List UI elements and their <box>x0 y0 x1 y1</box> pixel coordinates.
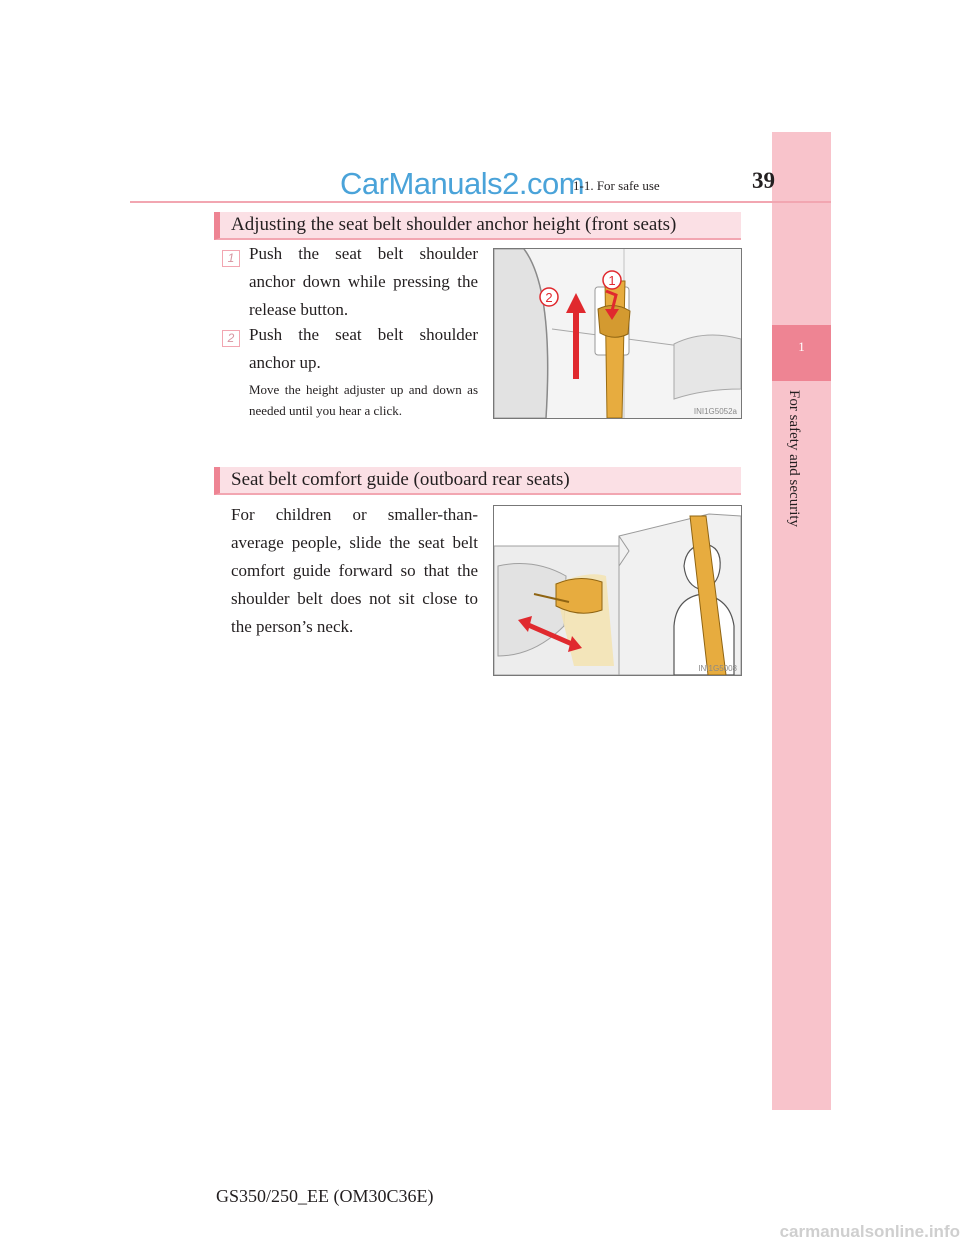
step-number-2: 2 <box>222 330 240 347</box>
chapter-title: For safety and security <box>786 390 802 528</box>
shoulder-anchor-illustration <box>494 249 741 418</box>
callout-1: 1 <box>608 273 616 288</box>
footer-model-code: GS350/250_EE (OM30C36E) <box>216 1186 434 1206</box>
callout-2: 2 <box>545 290 553 305</box>
figure-comfort-guide <box>493 505 742 676</box>
comfort-guide-illustration <box>494 506 741 675</box>
note-text: Move the height adjuster up and down as needed until you hear a click. <box>249 382 478 418</box>
section-heading-text: Adjusting the seat belt shoulder anchor height (front seats) <box>231 214 677 235</box>
section-title: 1-1. For safe use <box>573 178 660 193</box>
step-number-1: 1 <box>222 250 240 267</box>
section-heading-text: Seat belt comfort guide (outboard rear seats) <box>231 469 570 490</box>
site-watermark: carmanualsonline.info <box>779 1222 960 1241</box>
step-text-1: Push the seat belt shoulder anchor down while pressing the release button. <box>249 244 478 319</box>
chapter-number: 1 <box>798 339 805 354</box>
figure-code: INI1G5052a <box>693 407 737 416</box>
step-text-2: Push the seat belt shoulder anchor up. <box>249 325 478 372</box>
body-text: For children or smaller-than-average people, slide the seat belt comfort guide forward so that the shoulder belt does not sit close to the person’s neck. <box>231 505 478 636</box>
section-heading-comfort-guide <box>214 467 741 495</box>
section-heading-anchor-height <box>214 212 741 240</box>
figure-shoulder-anchor <box>493 248 742 419</box>
chapter-tab-strip <box>772 132 831 1110</box>
watermark-logo: CarManuals2.com <box>340 166 585 201</box>
page-number: 39 <box>752 168 775 193</box>
figure-code: INI1G5008 <box>698 664 737 673</box>
